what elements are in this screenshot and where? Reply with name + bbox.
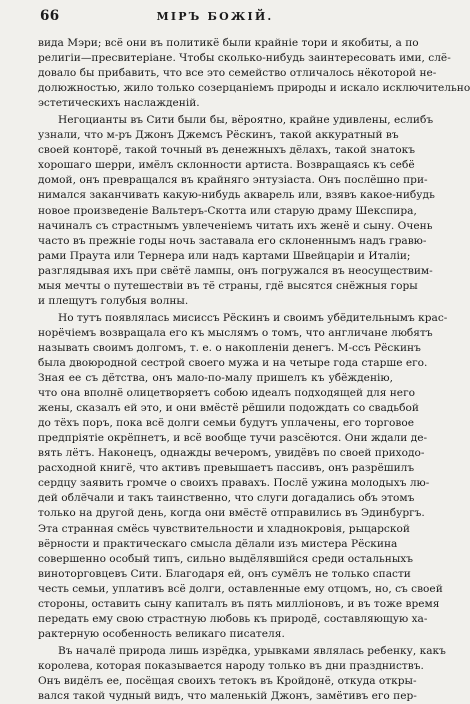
text-line: новое произведеніе Вальтеръ-Скотта или старую драму Шекспира, — [38, 204, 417, 217]
text-line: своей конторё, такой точный въ денежныхъ дёлахъ, такой знатокъ — [38, 144, 415, 157]
paragraph — [38, 644, 446, 704]
text-line: вёрности и практическаго смысла дёлали изъ мистера Рёскина — [38, 537, 398, 550]
text-line: Но тутъ появлялась мисиссъ Рёскинъ и своимъ убёдительнымъ крас- — [58, 311, 448, 324]
text-line: совершенно особый типъ, сильно выдёлявшійся среди остальныхъ — [38, 552, 413, 565]
paragraph — [38, 311, 448, 642]
text-line: вался такой чудный видъ, что маленькій Джонъ, замётивъ его пер- — [38, 690, 417, 703]
text-line: стороны, оставить сыну капиталъ въ пять милліоновъ, и въ тоже время — [38, 597, 440, 610]
text-line: Эта странная смёсь чувствительности и хладнокровія, рыцарской — [38, 522, 410, 535]
body-text — [38, 36, 470, 704]
text-line: норёчіемъ возвращала его къ мыслямъ о томъ, что англичане любятъ — [38, 326, 433, 339]
text-line: мыя мечты о путешествіи въ тё страны, гдё высятся снёжныя горы — [38, 279, 418, 292]
text-line: религіи—пресвитеріане. Чтобы сколько-нибудь заинтересовать ими, слё- — [38, 52, 451, 65]
text-line: до тёхъ поръ, пока всё долги семьи будутъ уплачены, его торговое — [38, 417, 415, 430]
text-line: королева, которая показывается народу только въ дни праздниствъ. — [38, 659, 424, 672]
paragraph — [38, 36, 470, 111]
text-line: передать ему свою страстную любовь къ природё, составляющую ха- — [38, 612, 428, 625]
running-title: МIРЪ БОЖIЙ. — [156, 10, 274, 23]
text-line: часто въ прежніе годы ночь заставала его склоненнымъ надъ гравю- — [38, 234, 427, 247]
text-line: что она вполнё олицетворяетъ собою идеалъ подходящей для него — [38, 387, 416, 400]
text-line: разглядывая ихъ при свётё лампы, онъ погружался въ неосуществим- — [38, 264, 433, 277]
text-line: вять лётъ. Наконецъ, однажды вечеромъ, увидёвъ по своей приходо- — [38, 447, 425, 460]
text-line: была двоюродной сестрой своего мужа и на четыре года старше его. — [38, 356, 428, 369]
text-line: виноторговцевъ Сити. Благодаря ей, онъ сумёлъ не только спасти — [38, 567, 411, 580]
text-line: предпріятіе окрёпнетъ, и всё вообще тучи разсёются. Они ждали де- — [38, 432, 428, 445]
text-line: Зная ее съ дётства, онъ мало-по-малу пришелъ къ убёжденію, — [38, 372, 393, 385]
paragraph — [38, 113, 435, 309]
text-line: рами Праута или Тернера или надъ картами Швейцаріи и Италіи; — [38, 249, 411, 262]
text-line: домой, онъ превращался въ крайняго энтузіаста. Онъ послёшно при- — [38, 174, 428, 187]
text-line: дей облёчали и такъ таинственно, что слуги догадались объ этомъ — [38, 492, 415, 505]
text-line: и плещутъ голубыя волны. — [38, 294, 189, 307]
page-number: 66 — [40, 8, 60, 24]
text-line: расходной книгё, что активъ превышаетъ пассивъ, онъ разрёшилъ — [38, 462, 415, 475]
text-line: эстетическихъ наслажденій. — [38, 97, 200, 110]
text-line: называть своимъ долгомъ, т. е. о накопленіи денегъ. М-ссъ Рёскинъ — [38, 341, 421, 354]
text-line: нимался заканчивать какую-нибудь акварель или, взявъ какое-нибудь — [38, 189, 435, 202]
text-line: рактерную особенность великаго писателя. — [38, 627, 285, 640]
text-line: довало бы прибавить, что все это семейство отличалось нёкоторой не- — [38, 67, 437, 80]
text-line: Онъ видёлъ ее, посёщая своихъ тетокъ въ Кройдонё, откуда откры- — [38, 674, 417, 687]
text-line: Въ началё природа лишь изрёдка, урывками являлась ребенку, какъ — [58, 644, 446, 657]
text-line: честь семьи, уплативъ всё долги, оставленные ему отцомъ, но, съ своей — [38, 582, 443, 595]
text-line: хорошаго шерри, имёлъ склонности артиста. Возвращаясь къ себё — [38, 159, 415, 172]
text-line: вида Мэри; всё они въ политикё были крайніе тори и якобиты, а по — [38, 37, 419, 49]
text-line: только на другой день, когда они вмёстё отправились въ Эдинбургъ. — [38, 507, 425, 520]
text-line: начиналъ съ страстнымъ увлеченіемъ читать ихъ женё и сыну. Очень — [38, 219, 433, 232]
text-line: жены, сказалъ ей это, и они вмёстё рёшили подождать со свадьбой — [38, 402, 419, 415]
text-line: сердцу заявить громче о своихъ правахъ. Послё ужина молодыхъ лю- — [38, 477, 430, 490]
text-line: Негоцианты въ Сити были бы, вёроятно, крайне удивлены, еслибъ — [58, 114, 434, 127]
text-line: узнали, что м-ръ Джонъ Джемсъ Рёскинъ, такой аккуратный въ — [38, 129, 399, 142]
text-line: долюжностью, жило только созерцаніемъ природы и искало исключительно — [38, 82, 470, 95]
page-header — [40, 8, 390, 28]
